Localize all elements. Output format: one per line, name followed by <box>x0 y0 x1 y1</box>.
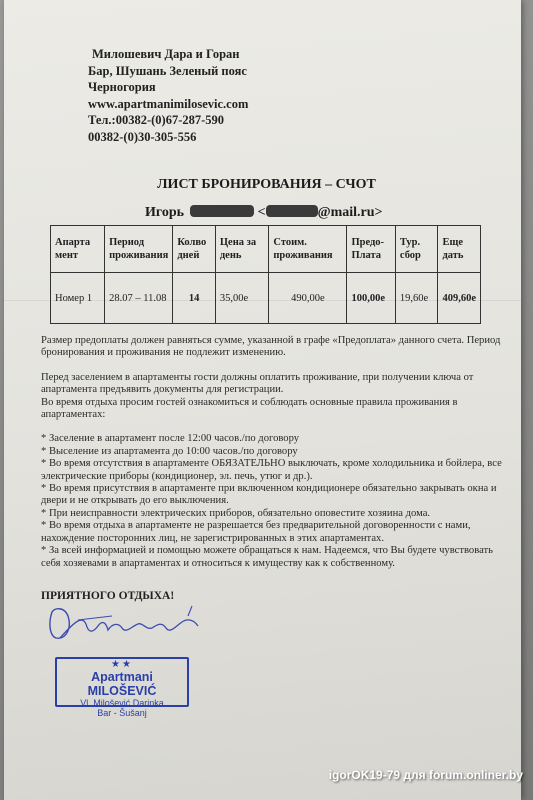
redacted-email-user <box>266 205 318 217</box>
paragraph-prepayment: Размер предоплаты должен равняться сумме, указанной в графе «Предоплата» данного счета. Период бронирования и проживания не подлежит изменению. <box>41 335 501 359</box>
cell-prepay: 100,00е <box>347 273 395 324</box>
letterhead <box>88 46 248 145</box>
cell-apartment: Номер 1 <box>51 273 105 324</box>
paragraph-checkin: Перед заселением в апартаменты гости должны оплатить проживание, при получении ключа от апартамента предъявить документы для регистрации. <box>41 371 474 396</box>
stamp-location: Bar - Šušanj <box>97 708 147 718</box>
col-apartment: Апарта мент <box>51 226 105 273</box>
stamp-owner: Vl. Milošević Darinka <box>80 698 164 708</box>
col-cost: Стоим. проживания <box>269 226 347 273</box>
cell-cost: 490,00е <box>269 273 347 324</box>
company-stamp <box>55 657 189 718</box>
col-price: Цена за день <box>215 226 269 273</box>
rule-visitors: * Во время отдыха в апартаменте не разрешается без предварительной договоренности с нами, нахождение посторонних лиц, не зарегистрированных в этих апартаментах. <box>41 520 471 544</box>
rule-checkin: * Заселение в апартамент после 12:00 часов./по договору <box>41 433 300 445</box>
phone-1: Тел.:00382-(0)67-287-590 <box>88 113 225 127</box>
guest-name: Игорь <box>145 205 185 220</box>
col-prepay: Предо- Плата <box>347 226 395 273</box>
website: www.apartmanimilosevic.com <box>88 96 249 111</box>
cell-period: 28.07 – 11.08 <box>105 273 173 324</box>
col-remaining: Еще дать <box>438 226 481 273</box>
document-body <box>41 335 503 570</box>
photo-watermark: igorOK19-79 для forum.onliner.by <box>328 768 523 782</box>
document-title: ЛИСТ БРОНИРОВАНИЯ – СЧОТ <box>157 177 376 192</box>
col-days: Колво дней <box>173 226 216 273</box>
email-open: < <box>257 205 266 220</box>
rule-air-conditioner: * Во время присутствия в апартаменте при включенном кондиционере обязательно закрывать окна и двери и не открывать до его выключения. <box>41 483 497 507</box>
cell-price: 35,00е <box>215 273 269 324</box>
booking-table <box>50 225 481 324</box>
email-domain: @mail.ru> <box>317 205 383 220</box>
stamp-stars: ★★ <box>111 659 133 670</box>
table-header-row <box>51 226 481 273</box>
cell-days: 14 <box>173 273 216 324</box>
owner-names: Милошевич Дара и Горан <box>92 47 240 61</box>
paragraph-rules-intro: Во время отдыха просим гостей ознакомиться и соблюдать основные правила проживания в апартаментах: <box>41 396 458 421</box>
rule-malfunction: * При неисправности электрических приборов, обязательно оповестите хозяина дома. <box>41 507 431 519</box>
guest-line <box>145 205 383 221</box>
cell-tax: 19,60е <box>395 273 438 324</box>
table-row <box>51 273 481 324</box>
rule-contact: * За всей информацией и помощью можете обращаться к нам. Надеемся, что Вы будете чувствовать себя хозяевами в апартаментах и относиться к имуществу как к собственному. <box>41 545 493 569</box>
col-period: Период проживания <box>105 226 173 273</box>
address: Бар, Шушань Зеленый пояс <box>88 63 247 78</box>
phone-2: 00382-(0)30-305-556 <box>88 129 197 144</box>
redacted-surname <box>190 205 254 217</box>
closing-wish: ПРИЯТНОГО ОТДЫХА! <box>41 590 175 602</box>
handwritten-signature <box>42 598 212 644</box>
cell-remaining: 409,60е <box>438 273 481 324</box>
rule-appliances: * Во время отсутствия в апартаменте ОБЯЗАТЕЛЬНО выключать, кроме холодильника и бойлера, все электрические приборы (кондиционер, эл. печь, утюг и др.). <box>41 458 502 482</box>
stamp-brand: Apartmani MILOŠEVIĆ <box>87 670 157 698</box>
rule-checkout: * Выселение из апартамента до 10:00 часов./по договору <box>41 445 298 457</box>
col-tax: Тур. сбор <box>395 226 438 273</box>
country: Черногория <box>88 80 156 94</box>
